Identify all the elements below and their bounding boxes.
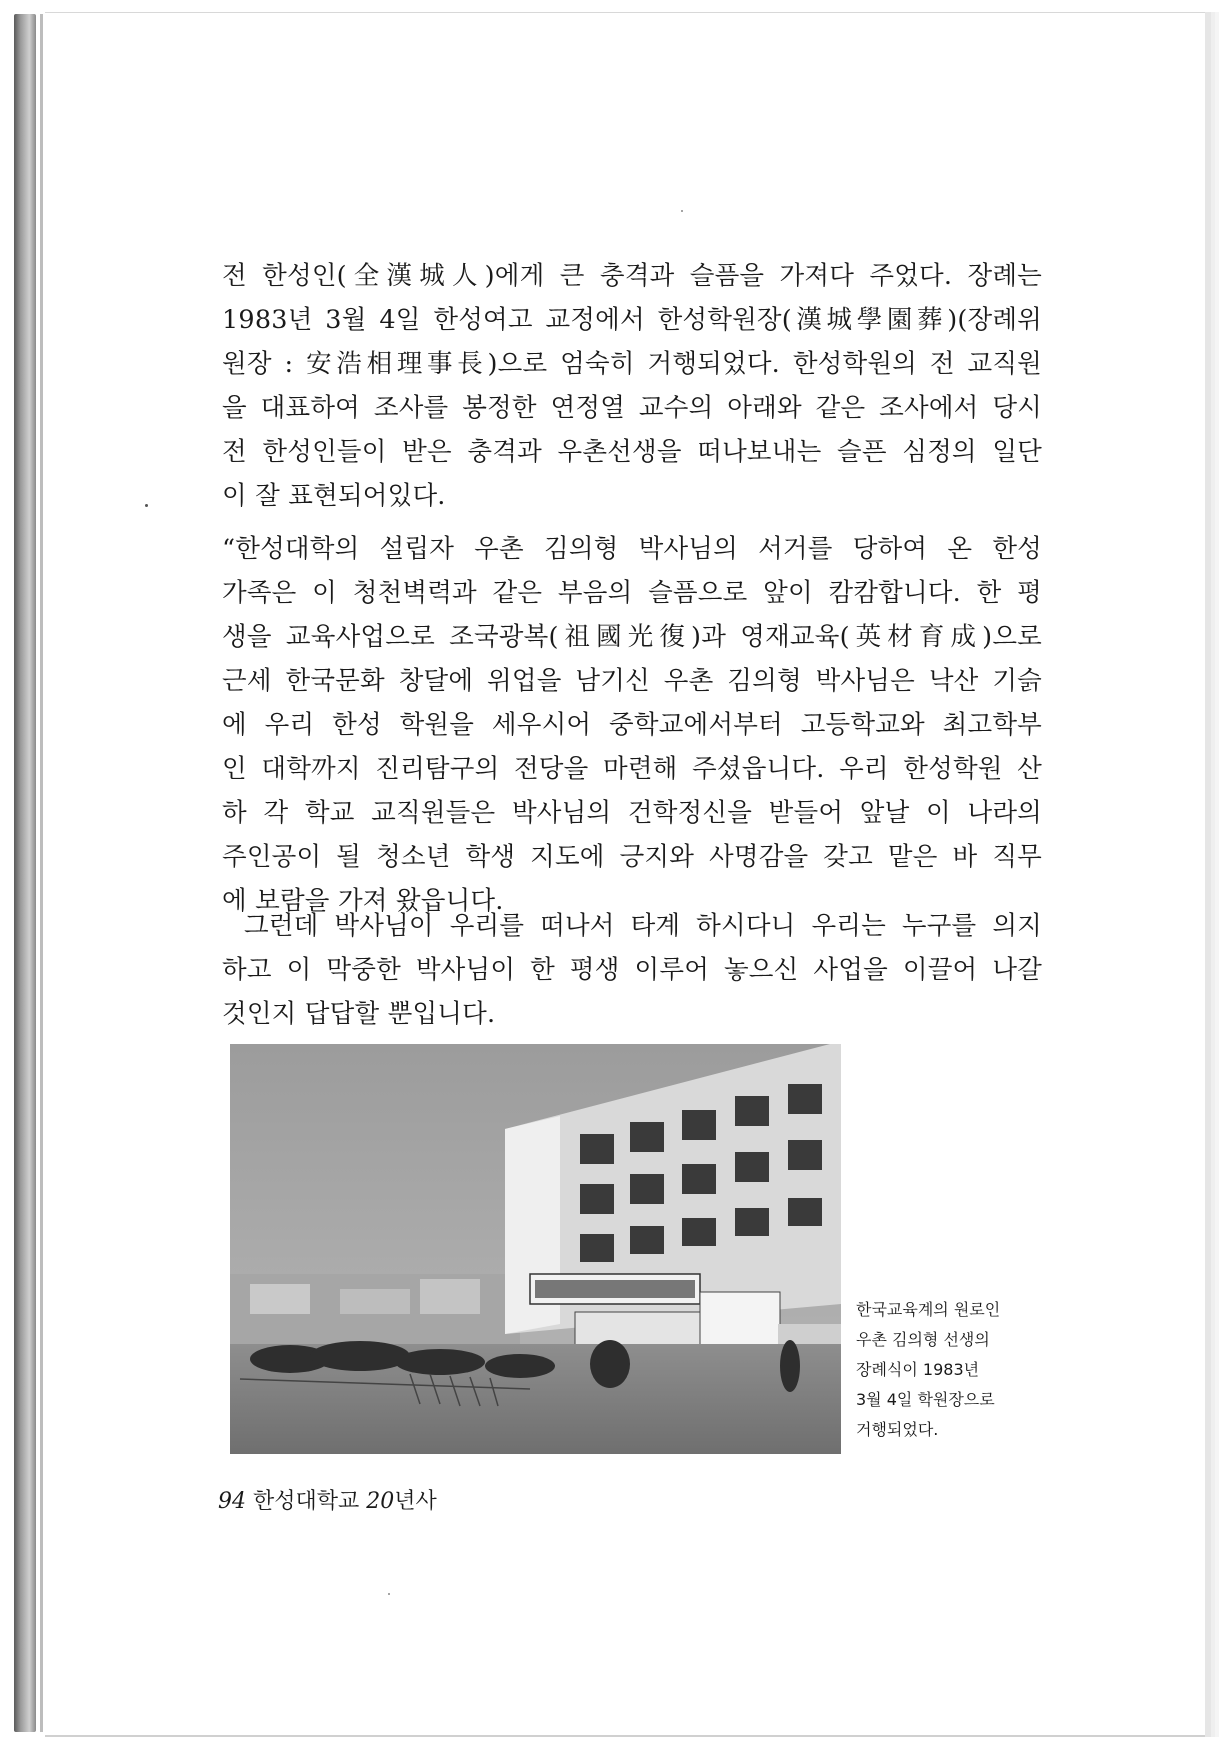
text-line: 생을 교육사업으로 조국광복(祖國光復)과 영재교육(英材育成)으로 bbox=[222, 622, 1042, 652]
book-title: 한성대학교 bbox=[253, 1489, 360, 1514]
caption-line: 한국교육계의 원로인 bbox=[856, 1300, 1001, 1319]
text-line: “한성대학의 설립자 우촌 김의형 박사님의 서거를 당하여 온 한성 bbox=[222, 534, 1042, 564]
text-line: 하고 이 막중한 박사님이 한 평생 이루어 놓으신 사업을 이끌어 나갈 bbox=[222, 955, 1042, 985]
text-line: 에 보람을 가져 왔읍니다. bbox=[222, 886, 504, 916]
page-stack-shadow bbox=[1205, 20, 1219, 1730]
funeral-photo-illustration bbox=[230, 1044, 841, 1454]
text-line: 근세 한국문화 창달에 위업을 남기신 우촌 김의형 박사님은 낙산 기슭 bbox=[222, 666, 1042, 696]
text-line: 전 한성인(全漢城人)에게 큰 충격과 슬픔을 가져다 주었다. 장례는 bbox=[222, 261, 1042, 291]
text-line: 이 잘 표현되어있다. bbox=[222, 481, 446, 511]
caption-line: 거행되었다. bbox=[856, 1420, 939, 1439]
scan-speck bbox=[681, 210, 683, 212]
photo-caption bbox=[856, 1295, 1056, 1445]
body-paragraph-3 bbox=[222, 904, 1042, 1036]
text-line: 원장 : 安浩相理事長)으로 엄숙히 거행되었다. 한성학원의 전 교직원 bbox=[222, 349, 1042, 379]
text-line: 1983년 3월 4일 한성여고 교정에서 한성학원장(漢城學園葬)(장례위 bbox=[222, 305, 1042, 335]
text-line: 주인공이 될 청소년 학생 지도에 긍지와 사명감을 갖고 맡은 바 직무 bbox=[222, 842, 1042, 872]
eulogy-quote-paragraph bbox=[222, 527, 1042, 923]
book-title-suffix: 년사 bbox=[394, 1489, 437, 1514]
text-line: 에 우리 한성 학원을 세우시어 중학교에서부터 고등학교와 최고학부 bbox=[222, 710, 1042, 740]
page-footer bbox=[218, 1484, 437, 1515]
text-line: 가족은 이 청천벽력과 같은 부음의 슬픔으로 앞이 캄캄합니다. 한 평 bbox=[222, 578, 1042, 608]
book-spine-edge bbox=[14, 14, 36, 1732]
page-number: 94 bbox=[218, 1489, 246, 1514]
text-line: 인 대학까지 진리탐구의 전당을 마련해 주셨읍니다. 우리 한성학원 산 bbox=[222, 754, 1042, 784]
text-line: 전 한성인들이 받은 충격과 우촌선생을 떠나보내는 슬픈 심정의 일단 bbox=[222, 437, 1042, 467]
scan-speck bbox=[145, 504, 148, 507]
funeral-photo bbox=[230, 1044, 841, 1454]
caption-line: 우촌 김의형 선생의 bbox=[856, 1330, 990, 1349]
caption-line: 장례식이 1983년 bbox=[856, 1360, 980, 1379]
body-paragraph-1 bbox=[222, 254, 1042, 518]
book-title-year: 20 bbox=[366, 1489, 395, 1514]
scan-speck bbox=[388, 1593, 390, 1595]
text-line: 하 각 학교 교직원들은 박사님의 건학정신을 받들어 앞날 이 나라의 bbox=[222, 798, 1042, 828]
caption-line: 3월 4일 학원장으로 bbox=[856, 1390, 995, 1409]
text-line: 그런데 박사님이 우리를 떠나서 타계 하시다니 우리는 누구를 의지 bbox=[244, 911, 1042, 941]
book-edge-line bbox=[40, 14, 43, 1732]
text-line: 을 대표하여 조사를 봉정한 연정열 교수의 아래와 같은 조사에서 당시 bbox=[222, 393, 1042, 423]
text-line: 것인지 답답할 뿐입니다. bbox=[222, 999, 496, 1029]
